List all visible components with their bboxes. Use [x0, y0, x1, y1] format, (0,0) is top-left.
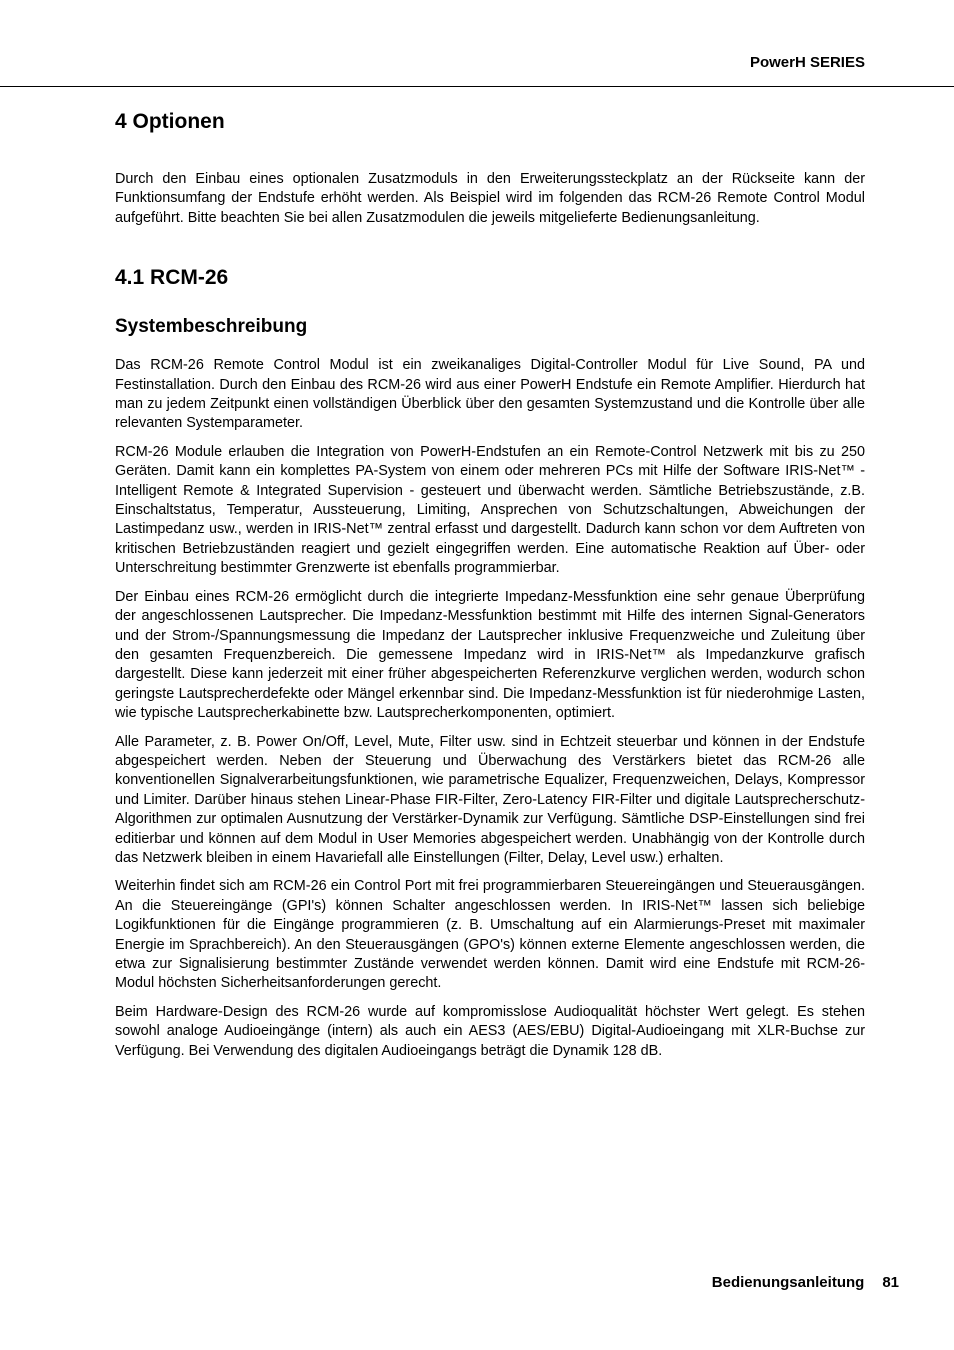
header-divider: [0, 86, 954, 87]
chapter-title: 4 Optionen: [115, 110, 225, 133]
subsection-title: Systembeschreibung: [115, 316, 308, 338]
chapter-intro-paragraph: Durch den Einbau eines optionalen Zusatzmoduls in den Erweiterungssteckplatz an der Rückseite kann der Funktionsumfang der Endstufe erhöht werden. Als Beispiel wird im folgenden das RCM-26 Remote Control Modul aufgeführt. Bitte beachten Sie bei allen Zusatzmodulen die jeweils mitgelieferte Bedienungsanleitung.: [115, 171, 865, 226]
body-paragraph-5: Weiterhin findet sich am RCM-26 ein Control Port mit frei programmierbaren Steuereingängen und Steuerausgängen. An die Steuereingänge (GPI's) können Schalter angeschlossen werden. In IRIS-Net™ lassen sich beliebige Logikfunktionen für die Eingänge programmieren (z. B. Umschaltung auf ein Alarmierungs-Preset mit maximaler Energie im Sprachbereich). An den Steuerausgängen (GPO's) können externe Elemente angeschlossen werden, die etwa zur Signalisierung bestimmter Zustände verwendet werden können. Damit wird eine Endstufe mit RCM-26-Modul höchsten Sicherheitsanforderungen gerecht.: [115, 878, 865, 992]
section-title: 4.1 RCM-26: [115, 266, 229, 290]
body-paragraph-3: Der Einbau eines RCM-26 ermöglicht durch die integrierte Impedanz-Messfunktion eine sehr genaue Überprüfung der angeschlossenen Lautsprecher. Die Impedanz-Messfunktion bestimmt mit Hilfe des internen Signal-Generators und der Strom-/Spannungsmessung die Impedanz der Lautsprecher inklusive Frequenzweiche und Zuleitung über den gesamten Frequenzbereich. Die gemessene Impedanz wird in IRIS-Net™ als Impedanzkurve grafisch dargestellt. Diese kann jederzeit mit einer früher abgespeicherten Referenzkurve verglichen werden, wodurch schon geringste Lautsprecherdefekte oder Mängel erkennbar sind. Die Impedanz-Messfunktion ist für niederohmige Lasten, wie typische Lautsprecherkabinette bzw. Lautsprecherkomponenten, optimiert.: [115, 588, 865, 722]
page-content: [115, 106, 865, 1070]
body-paragraph-2: RCM-26 Module erlauben die Integration von PowerH-Endstufen an ein Remote-Control Netzwerk mit bis zu 250 Geräten. Damit kann ein komplettes PA-System von einem oder mehreren PCs mit Hilfe der Software IRIS-Net™ - Intelligent Remote & Integrated Supervision - gesteuert und überwacht werden. Sämtliche Betriebszustände, z.B. Einschaltstatus, Temperatur, Aussteuerung, Limiting, Ansprechen von Schutzschaltungen, Abweichungen der Lastimpedanz usw., werden in IRIS-Net™ zentral erfasst und dargestellt. Dadurch kann schon vor dem Auftreten von kritischen Betriebzuständen reagiert und gezielt eingegriffen werden. Eine automatische Reaktion auf Über- oder Unterschreitung bestimmter Grenzwerte ist ebenfalls programmierbar.: [115, 443, 865, 577]
body-paragraph-1: Das RCM-26 Remote Control Modul ist ein zweikanaliges Digital-Controller Modul für Live Sound, PA und Festinstallation. Durch den Einbau des RCM-26 wird aus einer PowerH Endstufe ein Remote Amplifier. Hierdurch hat man zu jedem Zeitpunkt einen vollständigen Überblick über den gesamten Systemzustand und die Kontrolle über alle relevanten Systemparameter.: [115, 357, 865, 432]
header-series-title: PowerH SERIES: [749, 54, 865, 71]
body-paragraph-6: Beim Hardware-Design des RCM-26 wurde auf kompromisslose Audioqualität höchster Wert gelegt. Es stehen sowohl analoge Audioeingänge (intern) als auch ein AES3 (AES/EBU) Digital-Audioeingang mit XLR-Buchse zur Verfügung. Bei Verwendung des digitalen Audioeingangs beträgt die Dynamik 128 dB.: [115, 1003, 865, 1059]
body-paragraph-4: Alle Parameter, z. B. Power On/Off, Level, Mute, Filter usw. sind in Echtzeit steuerbar und können in der Endstufe abgespeichert werden. Neben der Steuerung und Überwachung des Verstärkers bietet das RCM-26 alle konventionellen Signalverarbeitungsfunktionen, wie parametrische Equalizer, Frequenzweichen, Delays, Kompressor und Limiter. Darüber hinaus stehen Linear-Phase FIR-Filter, Zero-Latency FIR-Filter und digitale Lautsprecherschutz-Algorithmen zur optimalen Ausnutzung der Verstärker-Dynamik zur Verfügung. Sämtliche DSP-Einstellungen sind frei editierbar und können auf dem Modul in User Memories abgespeichert werden. Unabhängig von der Kontrolle durch das Netzwerk bleiben in einem Havariefall alle Einstellungen (Filter, Delay, Level usw.) erhalten.: [115, 733, 865, 866]
footer-label: Bedienungsanleitung: [711, 1274, 865, 1291]
page-footer: [712, 1274, 899, 1291]
page-number: 81: [882, 1274, 899, 1291]
